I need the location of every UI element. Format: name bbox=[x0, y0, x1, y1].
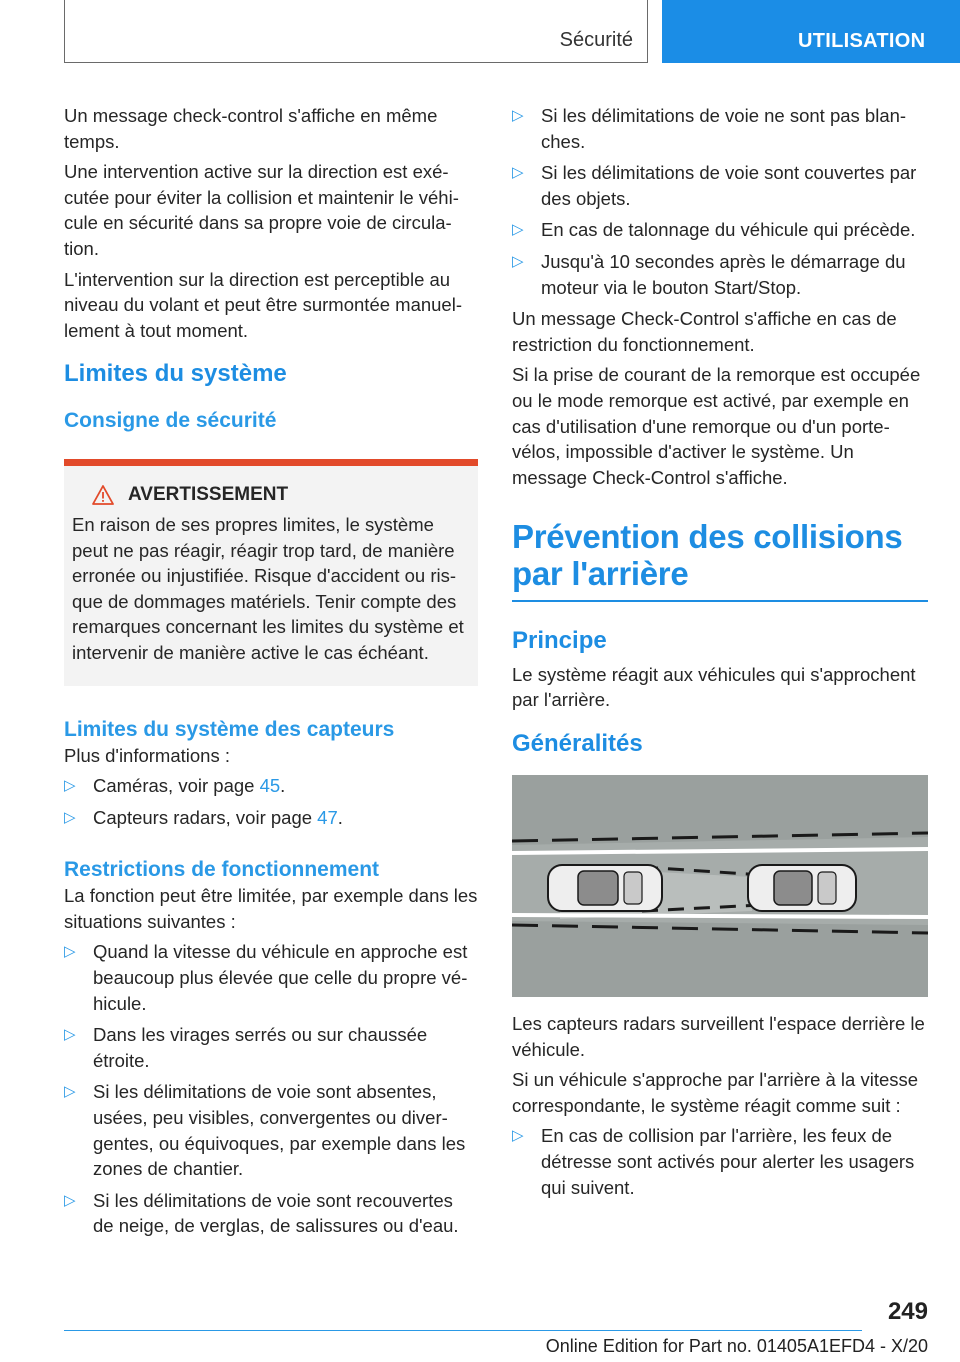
header-chapter-tab[interactable] bbox=[662, 0, 960, 63]
list-item-text: Dans les virages serrés ou sur chaussée étroite. bbox=[93, 1024, 428, 1071]
paragraph: Un message check-control s'affiche en même temps. bbox=[64, 105, 438, 152]
sensor-list bbox=[64, 773, 478, 830]
paragraph: Un message Check-Control s'affiche en cas de restriction du fonctionnement. bbox=[512, 308, 897, 355]
bullet-icon: ▷ bbox=[64, 1083, 76, 1101]
list-item bbox=[512, 217, 928, 243]
heading-restrictions: Restrictions de fonctionnement bbox=[64, 858, 380, 882]
heading-rear-collision-line2: par l'arrière bbox=[512, 555, 689, 593]
right-column bbox=[512, 103, 928, 1206]
list-item-text: Si les délimitations de voie sont recouvertes de neige, de verglas, de salissures ou d'eau. bbox=[93, 1189, 459, 1237]
header-section-box bbox=[64, 0, 648, 63]
warning-box bbox=[64, 459, 478, 685]
heading-safety: Consigne de sécurité bbox=[64, 409, 277, 433]
page-number: 249 bbox=[887, 1298, 928, 1325]
paragraph: Les capteurs radars surveillent l'espace derrière le véhicule. bbox=[512, 1013, 925, 1060]
footer-divider bbox=[64, 1330, 862, 1331]
bullet-icon: ▷ bbox=[64, 808, 76, 826]
front-car-icon bbox=[748, 865, 856, 911]
warning-triangle-icon bbox=[92, 485, 114, 505]
rear-car-icon bbox=[548, 865, 662, 911]
list-item bbox=[64, 1022, 478, 1073]
header-section-title: Sécurité bbox=[559, 29, 633, 51]
paragraph: Si un véhicule s'approche par l'arrière à la vitesse correspondante, le système réagit comme suit : bbox=[512, 1069, 919, 1116]
heading-rear-collision-line1: Prévention des collisions bbox=[512, 518, 903, 556]
bullet-icon: ▷ bbox=[512, 164, 524, 182]
heading-sensor-limits: Limites du système des capteurs bbox=[64, 717, 395, 741]
header-chapter-title: UTILISATION bbox=[798, 30, 926, 52]
bullet-icon: ▷ bbox=[64, 1191, 76, 1209]
rear-collision-illustration bbox=[512, 775, 928, 997]
list-item-text: Si les délimitations de voie ne sont pas blanches. bbox=[541, 105, 907, 152]
list-item-text: Si les délimitations de voie sont absentes, usées, peu visibles, convergentes ou divergentes, ou équivoques, par exemple dans les zones de chantier. bbox=[93, 1081, 466, 1180]
paragraph: Si la prise de courant de la remorque est occupée ou le mode remorque est activé, par exemple en cas d'utilisation d'une remorque ou d'un porte-vélos, impossible d'activer le système. Un message Check-Control s'affiche. bbox=[512, 364, 921, 488]
bullet-icon: ▷ bbox=[512, 221, 524, 239]
list-item bbox=[512, 1123, 928, 1200]
list-item bbox=[64, 1079, 478, 1181]
list-item-text: En cas de talonnage du véhicule qui précède. bbox=[541, 219, 916, 241]
warning-title bbox=[92, 482, 470, 508]
paragraph: Une intervention active sur la direction est exécutée pour éviter la collision et maintenir le véhicule en sécurité dans sa propre voie de circulation. bbox=[64, 161, 459, 259]
page-link-radars[interactable]: 47 bbox=[317, 806, 338, 828]
bullet-icon: ▷ bbox=[64, 943, 76, 961]
bullet-icon: ▷ bbox=[512, 1127, 524, 1145]
bullet-icon: ▷ bbox=[64, 777, 76, 795]
list-item bbox=[512, 103, 928, 154]
left-column bbox=[64, 103, 478, 1245]
heading-limits: Limites du système bbox=[64, 360, 287, 388]
paragraph: L'intervention sur la direction est perceptible au niveau du volant et peut être surmontée manuellement à tout moment. bbox=[64, 268, 463, 341]
bullet-icon: ▷ bbox=[512, 107, 524, 124]
heading-divider bbox=[512, 600, 928, 602]
footer-edition: Online Edition for Part no. 01405A1EFD4 - X/20 bbox=[545, 1336, 928, 1356]
list-item: ▷ Caméras, voir page 45. bbox=[64, 773, 478, 799]
list-item bbox=[64, 939, 478, 1016]
heading-general: Généralités bbox=[512, 730, 643, 757]
restriction-list bbox=[64, 939, 478, 1239]
heading-principle: Principe bbox=[512, 626, 607, 654]
restriction-list-continued bbox=[512, 103, 928, 300]
paragraph: La fonction peut être limitée, par exemple dans les situations suivantes : bbox=[64, 885, 478, 932]
list-item bbox=[64, 1188, 478, 1239]
paragraph: Le système réagit aux véhicules qui s'approchent par l'arrière. bbox=[512, 663, 916, 711]
bullet-icon: ▷ bbox=[64, 1026, 76, 1044]
list-item-text: Caméras, voir page bbox=[93, 775, 260, 797]
warning-text: En raison de ses propres limites, le système peut ne pas réagir, réagir trop tard, de manière erronée ou injustifiée. Risque d'accident ou risque de dommages matériels. Tenir compte des remarques concernant les limites du système et intervenir de manière active le cas échéant. bbox=[72, 513, 464, 663]
list-item: ▷ Capteurs radars, voir page 47. bbox=[64, 805, 478, 831]
list-item-text: En cas de collision par l'arrière, les feux de détresse sont activés pour alerter les usagers qui suivent. bbox=[541, 1125, 915, 1198]
list-item-text: Quand la vitesse du véhicule en approche est beaucoup plus élevée que celle du propre véhicule. bbox=[93, 941, 468, 1014]
list-item bbox=[512, 160, 928, 211]
list-item-text: Si les délimitations de voie sont couvertes par des objets. bbox=[541, 162, 917, 209]
bullet-icon: ▷ bbox=[512, 252, 524, 270]
heading-rear-collision bbox=[512, 518, 928, 592]
warning-title-text: AVERTISSEMENT bbox=[128, 484, 289, 506]
list-item-text: Capteurs radars, voir page bbox=[93, 806, 318, 828]
page-link-cameras[interactable]: 45 bbox=[259, 775, 281, 797]
more-info-label: Plus d'informations : bbox=[64, 744, 230, 766]
reaction-list bbox=[512, 1123, 928, 1200]
list-item-text: Jusqu'à 10 secondes après le démarrage du moteur via le bouton Start/Stop. bbox=[541, 250, 906, 298]
list-item bbox=[512, 249, 928, 300]
